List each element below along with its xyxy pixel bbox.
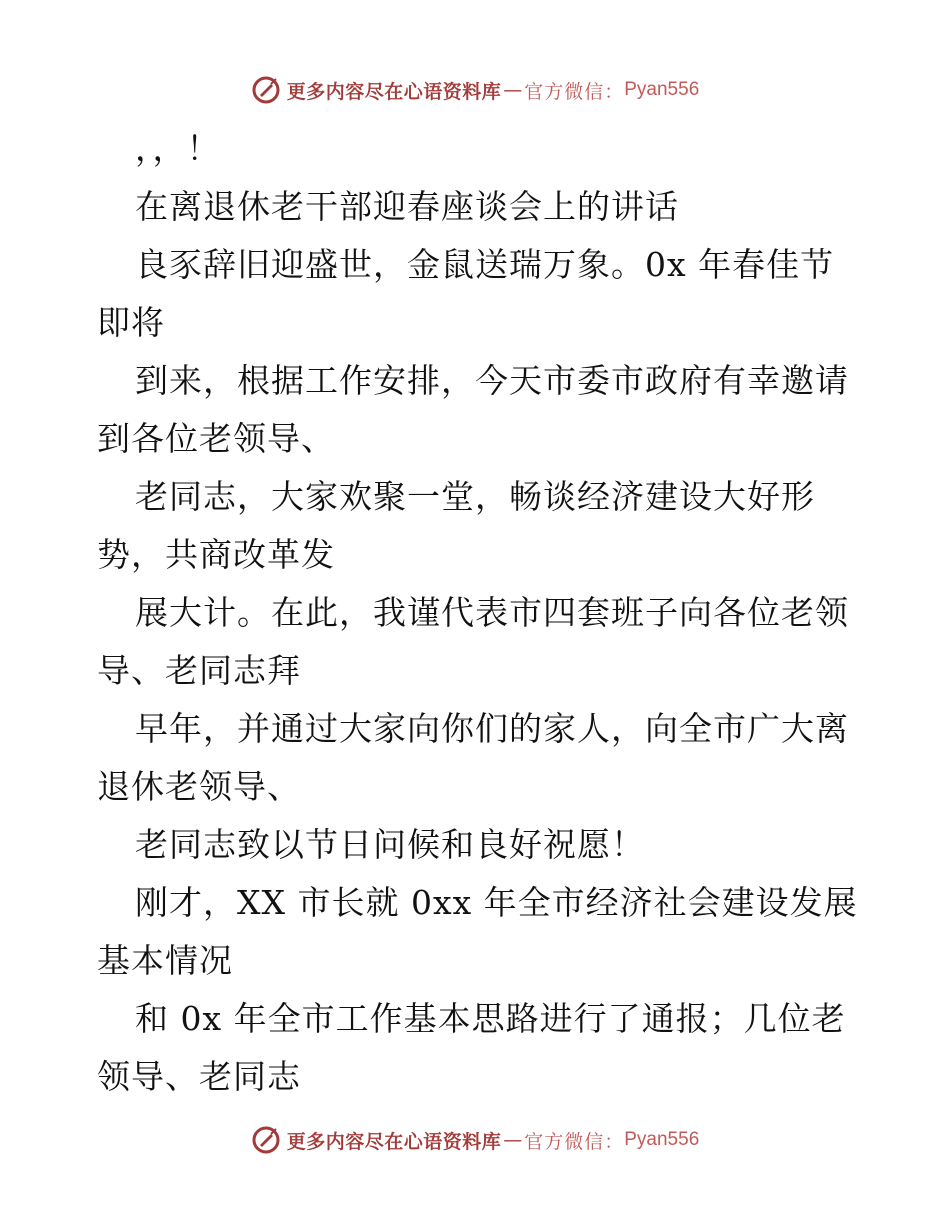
text-line: 老同志致以节日问候和良好祝愿！ <box>135 825 645 864</box>
text-line: 刚才，XX 市长就 0xx 年全市经济社会建设发展 <box>135 883 858 922</box>
text-line: 导、老同志拜 <box>97 651 301 690</box>
text-line: 早年，并通过大家向你们的家人，向全市广大离 <box>135 709 849 748</box>
header-watermark-banner <box>0 70 950 110</box>
banner-wechat-id: Pyan556 <box>624 1129 700 1150</box>
text-line: 和 0x 年全市工作基本思路进行了通报；几位老 <box>135 999 846 1038</box>
text-line: 势，共商改革发 <box>97 535 335 574</box>
banner-wechat-id: Pyan556 <box>624 79 700 100</box>
text-line: 良豕辞旧迎盛世，金鼠送瑞万象。0x 年春佳节 <box>135 245 835 284</box>
text-line: 即将 <box>97 303 165 342</box>
text-line: ，，！ <box>135 129 221 168</box>
banner-text: 更多内容尽在心语资料库 <box>286 80 502 103</box>
text-line: 展大计。在此，我谨代表市四套班子向各位老领 <box>135 593 849 632</box>
banner-text: 更多内容尽在心语资料库 <box>286 1130 502 1153</box>
banner-dash: — <box>503 1129 523 1151</box>
text-line: 在离退休老干部迎春座谈会上的讲话 <box>135 187 679 226</box>
text-line: 到各位老领导、 <box>97 419 335 458</box>
text-line: 到来，根据工作安排，今天市委市政府有幸邀请 <box>135 361 849 400</box>
quill-circle-logo-icon <box>251 75 281 105</box>
banner-wechat-label: 官方微信： <box>524 1130 625 1153</box>
banner-wechat-label: 官方微信： <box>524 80 625 103</box>
banner-dash: — <box>503 79 523 101</box>
document-body <box>97 120 857 1106</box>
text-line: 退休老领导、 <box>97 767 301 806</box>
footer-watermark-banner <box>0 1120 950 1160</box>
text-line: 领导、老同志 <box>97 1057 301 1096</box>
text-line: 基本情况 <box>97 941 233 980</box>
text-line: 老同志，大家欢聚一堂，畅谈经济建设大好形 <box>135 477 815 516</box>
quill-circle-logo-icon <box>251 1125 281 1155</box>
